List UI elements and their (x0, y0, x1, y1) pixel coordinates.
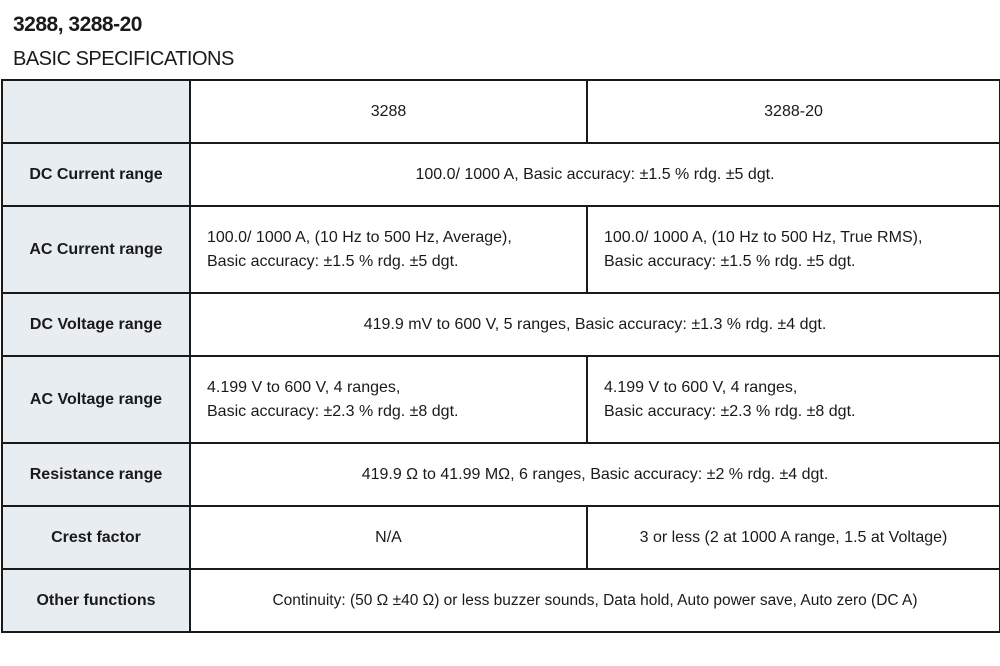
cell-line: Basic accuracy: ±2.3 % rdg. ±8 dgt. (207, 402, 459, 420)
cell-line: 4.199 V to 600 V, 4 ranges, (207, 378, 401, 396)
cell-line: 100.0/ 1000 A, (10 Hz to 500 Hz, Average), (207, 228, 512, 246)
cell-line: 4.199 V to 600 V, 4 ranges, (604, 378, 798, 396)
spec-table (1, 79, 1000, 633)
row-label: DC Voltage range (2, 293, 190, 356)
cell-line: 100.0/ 1000 A, (10 Hz to 500 Hz, True RMS), (604, 228, 923, 246)
table-row (2, 569, 1000, 632)
row-label: DC Current range (2, 143, 190, 206)
header-3288-20: 3288-20 (587, 80, 1000, 143)
document-subtitle: BASIC SPECIFICATIONS (13, 48, 234, 70)
cell-line: Basic accuracy: ±1.5 % rdg. ±5 dgt. (207, 252, 459, 270)
row-label: Other functions (2, 569, 190, 632)
cell-line: Basic accuracy: ±2.3 % rdg. ±8 dgt. (604, 402, 856, 420)
table-row (2, 356, 1000, 443)
header-corner-cell (2, 80, 190, 143)
document-title: 3288, 3288-20 (13, 13, 142, 36)
merged-value-cell: 419.9 mV to 600 V, 5 ranges, Basic accuracy: ±1.3 % rdg. ±4 dgt. (190, 293, 1000, 356)
table-row (2, 506, 1000, 569)
table-row (2, 443, 1000, 506)
value-cell-3288-20: 3 or less (2 at 1000 A range, 1.5 at Voltage) (587, 506, 1000, 569)
row-label: AC Current range (2, 206, 190, 293)
header-3288: 3288 (190, 80, 587, 143)
value-cell-3288 (190, 206, 587, 293)
row-label: Crest factor (2, 506, 190, 569)
value-cell-3288: N/A (190, 506, 587, 569)
table-row (2, 206, 1000, 293)
cell-line: Basic accuracy: ±1.5 % rdg. ±5 dgt. (604, 252, 856, 270)
value-cell-3288 (190, 356, 587, 443)
merged-value-cell: 100.0/ 1000 A, Basic accuracy: ±1.5 % rdg. ±5 dgt. (190, 143, 1000, 206)
value-cell-3288-20 (587, 206, 1000, 293)
merged-value-cell: Continuity: (50 Ω ±40 Ω) or less buzzer sounds, Data hold, Auto power save, Auto zero (DC A) (190, 569, 1000, 632)
value-cell-3288-20 (587, 356, 1000, 443)
table-row (2, 143, 1000, 206)
row-label: Resistance range (2, 443, 190, 506)
table-row (2, 293, 1000, 356)
table-header-row (2, 80, 1000, 143)
merged-value-cell: 419.9 Ω to 41.99 MΩ, 6 ranges, Basic accuracy: ±2 % rdg. ±4 dgt. (190, 443, 1000, 506)
row-label: AC Voltage range (2, 356, 190, 443)
